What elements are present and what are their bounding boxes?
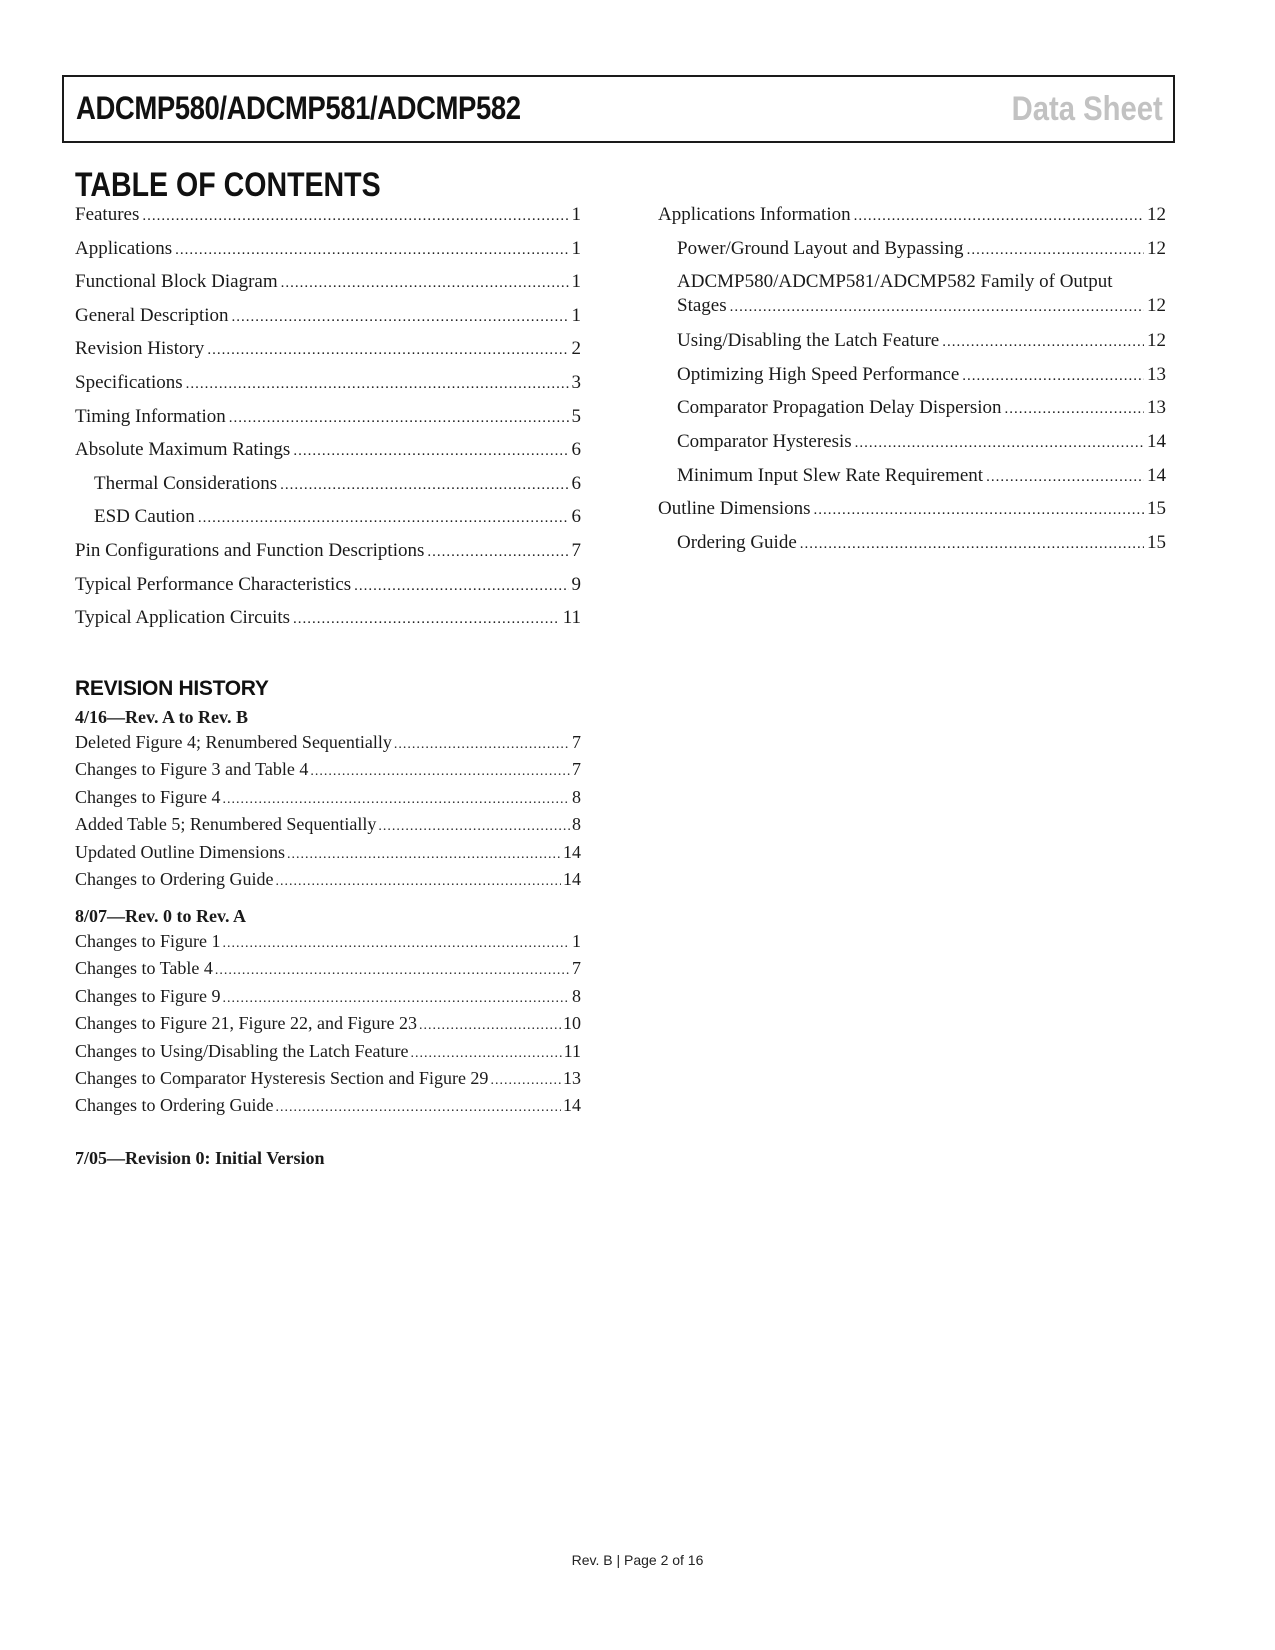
revision-entry: Changes to Ordering Guide ..... 14: [75, 867, 581, 894]
toc-entry[interactable]: Typical Application Circuits ..... 11: [75, 606, 581, 640]
revision-entry: Changes to Figure 1 ..... 1: [75, 929, 581, 956]
revision-group: [75, 904, 581, 1121]
toc-subentry[interactable]: Power/Ground Layout and Bypassing ..... 12: [658, 237, 1166, 271]
toc-subentry[interactable]: ADCMP580/ADCMP581/ADCMP582 Family of Output Stages ..... 12: [658, 270, 1166, 329]
toc-entry[interactable]: Functional Block Diagram ..... 1: [75, 270, 581, 304]
toc-entry[interactable]: Revision History ..... 2: [75, 337, 581, 371]
toc-entry[interactable]: Timing Information ..... 5: [75, 405, 581, 439]
revision-group: [75, 705, 581, 894]
revision-entry: Changes to Ordering Guide ..... 14: [75, 1093, 581, 1120]
page-header: [62, 75, 1175, 143]
toc-subentry[interactable]: Comparator Hysteresis ..... 14: [658, 430, 1166, 464]
revision-entry: Changes to Figure 9 ..... 8: [75, 984, 581, 1011]
revision-group: [75, 1146, 581, 1171]
toc-subentry[interactable]: Minimum Input Slew Rate Requirement ..... 14: [658, 464, 1166, 498]
revision-entry: Changes to Using/Disabling the Latch Feature ..... 11: [75, 1039, 581, 1066]
document-type-label: Data Sheet: [1011, 90, 1163, 128]
revision-entry: Changes to Figure 3 and Table 4 ..... 7: [75, 757, 581, 784]
toc-left-column: [75, 203, 581, 640]
toc-subentry[interactable]: Comparator Propagation Delay Dispersion ..... 13: [658, 396, 1166, 430]
revision-group-title: 8/07—Rev. 0 to Rev. A: [75, 906, 246, 926]
toc-entry[interactable]: Features ..... 1: [75, 203, 581, 237]
toc-subentry[interactable]: ESD Caution ..... 6: [75, 505, 581, 539]
toc-subentry[interactable]: Thermal Considerations ..... 6: [75, 472, 581, 506]
toc-entry[interactable]: Applications Information ..... 12: [658, 203, 1166, 237]
toc-entry[interactable]: Specifications ..... 3: [75, 371, 581, 405]
toc-title: TABLE OF CONTENTS: [75, 166, 381, 204]
toc-entry[interactable]: Outline Dimensions ..... 15: [658, 497, 1166, 531]
toc-subentry[interactable]: Optimizing High Speed Performance ..... 13: [658, 363, 1166, 397]
toc-entry[interactable]: General Description ..... 1: [75, 304, 581, 338]
toc-subentry[interactable]: Using/Disabling the Latch Feature ..... 12: [658, 329, 1166, 363]
revision-entry: Added Table 5; Renumbered Sequentially ..... 8: [75, 812, 581, 839]
revision-group-title: 7/05—Revision 0: Initial Version: [75, 1148, 325, 1168]
toc-entry[interactable]: Absolute Maximum Ratings ..... 6: [75, 438, 581, 472]
revision-entry: Deleted Figure 4; Renumbered Sequentially ..... 7: [75, 730, 581, 757]
toc-entry[interactable]: Pin Configurations and Function Descriptions ..... 7: [75, 539, 581, 573]
revision-group-title: 4/16—Rev. A to Rev. B: [75, 707, 249, 727]
document-title: ADCMP580/ADCMP581/ADCMP582: [76, 90, 521, 126]
revision-entry: Changes to Figure 4 ..... 8: [75, 785, 581, 812]
revision-entry: Changes to Table 4 ..... 7: [75, 956, 581, 983]
revision-history-heading: REVISION HISTORY: [75, 677, 269, 700]
page-footer: Rev. B | Page 2 of 16: [571, 1552, 704, 1568]
toc-subentry[interactable]: Ordering Guide ..... 15: [658, 531, 1166, 565]
revision-entry: Changes to Comparator Hysteresis Section and Figure 29 ..... 13: [75, 1066, 581, 1093]
toc-entry[interactable]: Typical Performance Characteristics ..... 9: [75, 573, 581, 607]
revision-entry: Updated Outline Dimensions ..... 14: [75, 840, 581, 867]
toc-right-column: [658, 203, 1166, 564]
toc-entry[interactable]: Applications ..... 1: [75, 237, 581, 271]
revision-entry: Changes to Figure 21, Figure 22, and Figure 23 ..... 10: [75, 1011, 581, 1038]
